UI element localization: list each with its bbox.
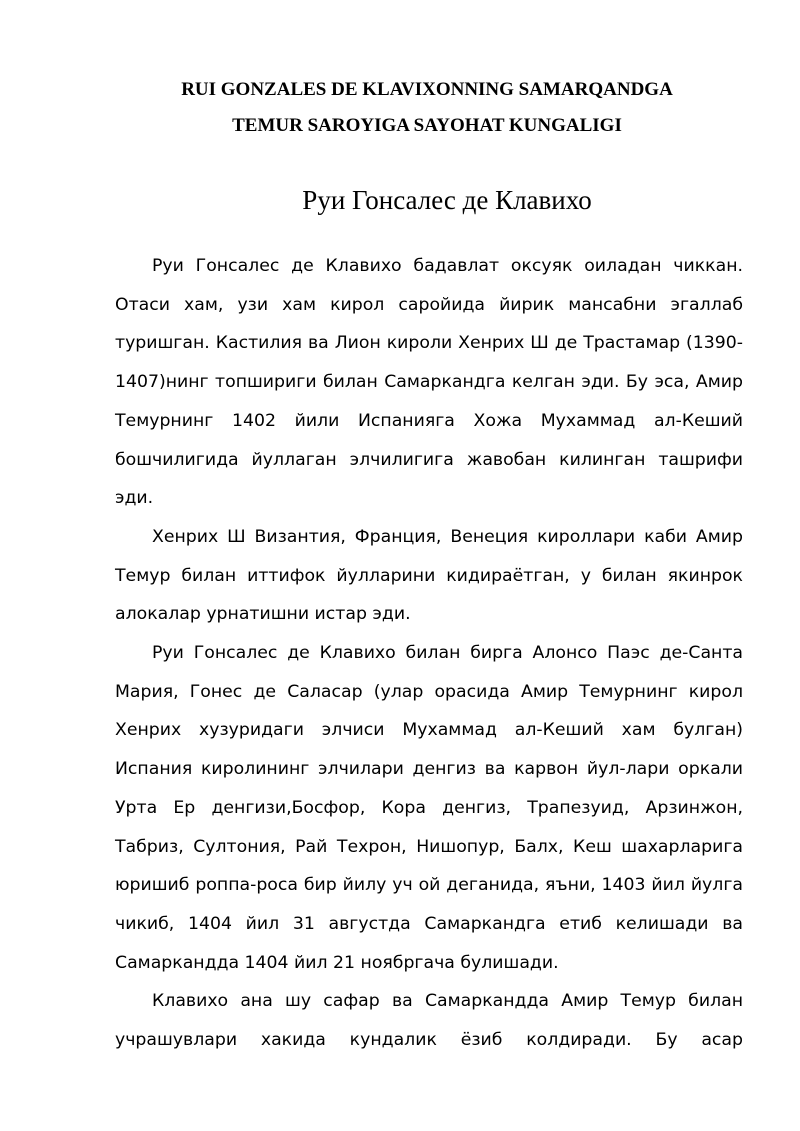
title-line-1: RUI GONZALES DE KLAVIXONNING SAMARQANDGA (181, 79, 673, 100)
document-subtitle: Руи Гонсалес де Клавихо (302, 185, 592, 215)
paragraph-2: Хенрих Ш Византия, Франция, Венеция кироллари каби Амир Темур билан иттифок йулларини кидираётган, у билан якинрок алокалар урнатишни истар эди. (115, 526, 743, 625)
paragraph-4: Клавихо ана шу сафар ва Самаркандда Амир Темур билан учрашувлари хакида кундалик ёзиб колдиради. Бу асар (115, 991, 743, 1051)
paragraph-1: Руи Гонсалес де Клавихо бадавлат оксуяк оиладан чиккан. Отаси хам, узи хам кирол саройида йирик мансабни эгаллаб туришган. Кастилия ва Лион кироли Хенрих Ш де Трастамар (1390-1407)нинг топшириги билан Самаркандга келган эди. Бу эса, Амир Темурнинг 1402 йили Испанияга Хожа Мухаммад ал-Кеший бошчилигида йуллаган элчилигига жавобан килинган ташрифи эди. (115, 256, 743, 509)
paragraph-3: Руи Гонсалес де Клавихо билан бирга Алонсо Паэс де-Санта Мария, Гонес де Саласар (улар орасида Амир Темурнинг кирол Хенрих хузуридаги элчиси Мухаммад ал-Кеший хам булган) Испания киролининг элчилари денгиз ва карвон йул-лари оркали Урта Ер денгизи,Босфор, Кора денгиз, Трапезуид, Арзинжон, Табриз, Султония, Рай Техрон, Нишопур, Балх, Кеш шахарларига юришиб роппа-роса бир йилу уч ой деганида, яъни, 1403 йил йулга чикиб, 1404 йил 31 августда Самаркандга етиб келишади ва Самаркандда 1404 йил 21 ноябргача булишади. (115, 643, 743, 973)
document-title (100, 72, 754, 144)
document-body (115, 247, 743, 1060)
title-line-2: TEMUR SAROYIGA SAYOHAT KUNGALIGI (232, 115, 622, 136)
